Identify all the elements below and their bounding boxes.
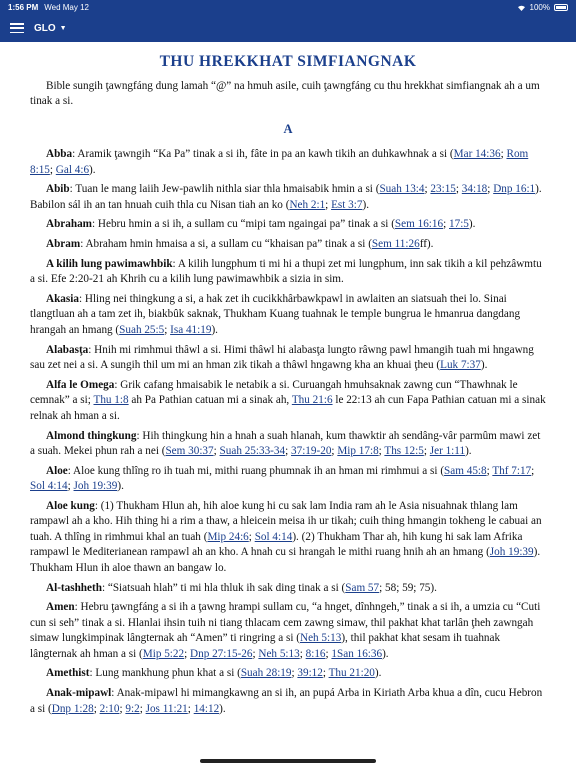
scripture-reference-link[interactable]: 2:10 <box>99 702 120 715</box>
scripture-reference-link[interactable]: Neh 5:13 <box>258 647 300 660</box>
entry-term: Akasia <box>46 292 79 305</box>
scripture-reference-link[interactable]: 1San 16:36 <box>331 647 383 660</box>
scripture-reference-link[interactable]: Suah 25:33-34 <box>219 445 286 457</box>
status-date: Wed May 12 <box>44 2 89 12</box>
entry-term: Aloe kung <box>46 499 95 512</box>
scripture-reference-link[interactable]: Sem 30:37 <box>165 445 214 457</box>
scripture-reference-link[interactable]: Sem 11:26 <box>371 238 420 251</box>
scripture-reference-link[interactable]: Thf 7:17 <box>492 464 532 477</box>
section-letter: A <box>283 121 293 136</box>
scripture-reference-link[interactable]: Thu 21:6 <box>291 394 333 407</box>
glossary-entry: Anak-mipawl: Anak-mipawl hi mimangkawng an si ih, an pupá Arba in Kiriath Arba khua a dîn, cucu Hebron a si (Dnp 1:28; 2:10; 9:2; Jos 11:21; 14:12). <box>30 687 543 715</box>
glossary-entry: Amethist: Lung mankhung phun khat a si (Suah 28:19; 39:12; Thu 21:20). <box>46 667 382 680</box>
scripture-reference-link[interactable]: Thu 1:8 <box>93 394 129 407</box>
glossary-entry: Alfa le Omega: Grik cafang hmaisabik le netabik a si. Curuangah hmuhsaknak zawng cun “Thawhnak le cemnak” a si; Thu 1:8 ah Pa Pathian catuan mi a sinak ah, Thu 21:6 le 22:13 ah cun Fapa Pathian catuan mi a sinak relnak ah hman a si. <box>30 378 546 422</box>
scripture-reference-link[interactable]: 8:16 <box>305 647 326 660</box>
status-bar <box>0 0 576 14</box>
home-indicator[interactable] <box>200 759 376 763</box>
scripture-reference-link[interactable]: Jer 1:11 <box>429 445 466 457</box>
glossary-entry: Abba: Aramik ţawngih “Ka Pa” tinak a si ih, fâte in pa an kawh tikih an duhkawhnak a si (Mar 14:36; Rom 8:15; Gal 4:6). <box>30 148 529 176</box>
scripture-reference-link[interactable]: Rom 8:15 <box>30 148 529 176</box>
glossary-entry: Abib: Tuan le mang laiih Jew-pawlih nithla siar thla hmaisabik hmin a si (Suah 13:4; 23:15; 34:18; Dnp 16:1). Babilon sál ih an tan hnuah cuih thla cu Nisan tiah an ko (Neh 2:1; Est 3:7). <box>30 183 542 211</box>
glossary-entry: Alabasţa: Hnih mi rimhmui thâwl a si. Himi thâwl hi alabasţa lungto râwng pawl hmangih tuah mi hngawng sau zet nei a si. A sungih thil um mi an hman zik tikah a thâwl hngawng kha an khuai ţheu (Luk 7:37). <box>30 343 534 372</box>
scripture-reference-link[interactable]: Est 3:7 <box>331 198 363 211</box>
glossary-entry: Abraham: Hebru hmin a si ih, a sullam cu “mipi tam ngaingai pa” tinak a si (Sem 16:16; 17:5). <box>46 218 476 231</box>
version-selector[interactable] <box>34 23 67 34</box>
glossary-entry: Amen: Hebru ţawngfáng a si ih a ţawng hrampi sullam cu, “a hnget, dînhngeh,” tinak a si ih, a umzia cu “Cuti cun si seh” tinak a si. Hlanlai ihsin tuih ni tiang thlacam cem zawng simaw, thil pakhat khat tarlân ţheh zawngah simaw lungkimpinak lângternak ah “Amen” ti ringring a si (Neh 5:13), thil pakhat khat sesam ih tuahnak lângternak ah hman a si (Mip 5:22; Dnp 27:15-26; Neh 5:13; 8:16; 1San 16:36). <box>30 601 541 660</box>
scripture-reference-link[interactable]: Sem 16:16 <box>394 218 444 231</box>
entry-term: Amethist <box>46 667 90 680</box>
scripture-reference-link[interactable]: Ths 12:5 <box>384 445 424 457</box>
glossary-entry: Akasia: Hling nei thingkung a si, a hak zet ih cucikkhârbawkpawl in awlaiten an siatsuah thei lo. Sinai tlangtluan ah a tam zet ih, biakbûk saknak, Thukham Kuang tuahnak le temple bungrua le hmanrua dangdang hrangah an hmang (Suah 25:5; Isa 41:19). <box>30 292 521 336</box>
glossary-entry: Aloe: Aloe kung thlîng ro ih tuah mi, mithi ruang phumnak ih an hman mi rimhmui a si (Sam 45:8; Thf 7:17; Sol 4:14; Joh 19:39). <box>30 464 535 493</box>
scripture-reference-link[interactable]: Dnp 1:28 <box>51 702 94 715</box>
scripture-reference-link[interactable]: 14:12 <box>193 702 220 715</box>
scripture-reference-link[interactable]: 37:19-20 <box>291 445 332 457</box>
entry-term: Aloe <box>46 464 68 477</box>
entry-term: Anak-mipawl <box>46 687 112 700</box>
scripture-reference-link[interactable]: Joh 19:39 <box>73 480 118 493</box>
caret-down-icon: ▼ <box>59 24 67 32</box>
battery-icon <box>554 4 568 11</box>
scripture-reference-link[interactable]: Suah 28:19 <box>240 667 292 680</box>
scripture-reference-link[interactable]: Luk 7:37 <box>440 359 481 372</box>
scripture-reference-link[interactable]: 9:2 <box>125 702 140 715</box>
entry-term: Amen <box>46 601 75 614</box>
glossary-entry: Almond thingkung: Hih thingkung hin a hnah a suah hlanah, kum thawktir ah sendâng-vâr parmûm mawi zet a suah. Mekei phun rah a nei (Sem 30:37; Suah 25:33-34; 37:19-20; Mip 17:8; Ths 12:5; Jer 1:11). <box>30 429 541 457</box>
glossary-entry: Abram: Abraham hmin hmaisa a si, a sullam cu “khaisan pa” tinak a si (Sem 11:26ff). <box>46 238 434 251</box>
nav-bar <box>0 14 576 42</box>
hamburger-menu-icon[interactable] <box>10 23 24 33</box>
scripture-reference-link[interactable]: Mip 5:22 <box>142 647 185 660</box>
scripture-reference-link[interactable]: 39:12 <box>297 667 323 680</box>
entry-term: A kilih lung pawimawhbik <box>46 257 173 270</box>
glossary-entry: Aloe kung: (1) Thukham Hlun ah, hih aloe kung hi cu sak lam India ram ah le Asia nisuahnak thlang lam rampawl ah a kho. Hih thing hi a rim a thaw, a hleicein meisa ih ur tikah; cuih thing hmangin tokheng le cabuai an tuah. A thlîng in rimhmui khal an tuah (Mip 24:6; Sol 4:14). (2) Thukham Thar ah, hih kung hi sak lam Afrika rampawl le Mediterianean rampawl ah an kho. A hnah cu si hrangah le mithi ruang hnih ah an hmang (Joh 19:39). Thukham Hlun ih aloe thawn an bangaw lo. <box>30 499 542 574</box>
scripture-reference-link[interactable]: Sam 57 <box>345 581 380 594</box>
scripture-reference-link[interactable]: Sol 4:14 <box>254 530 293 543</box>
entry-term: Abib <box>46 183 70 196</box>
status-right <box>517 3 568 12</box>
scripture-reference-link[interactable]: Sol 4:14 <box>30 480 68 493</box>
entry-term: Almond thingkung <box>46 429 137 442</box>
glossary-entry: A kilih lung pawimawhbik: A kilih lungphum ti mi hi a thupi zet mi lungphum, inn sak tikih a kil pehzâwmtu a si. Efe 2:20-21 ah Khrih cu a kilih lung pawimawhbik a sizia in sim. <box>30 257 542 286</box>
scripture-reference-link[interactable]: 23:15 <box>430 183 456 196</box>
scripture-reference-link[interactable]: 17:5 <box>449 218 469 231</box>
version-label: GLO <box>34 22 56 34</box>
status-time: 1:56 PM <box>8 2 39 12</box>
scripture-reference-link[interactable]: Mar 14:36 <box>453 148 501 160</box>
scripture-reference-link[interactable]: Dnp 27:15-26 <box>190 647 253 660</box>
entry-term: Alabasţa <box>46 343 89 356</box>
scripture-reference-link[interactable]: Gal 4:6 <box>55 163 90 176</box>
scripture-reference-link[interactable]: Dnp 16:1 <box>493 183 536 196</box>
scripture-reference-link[interactable]: Thu 21:20 <box>328 667 375 680</box>
scripture-reference-link[interactable]: Isa 41:19 <box>170 323 212 336</box>
scripture-reference-link[interactable]: Sam 45:8 <box>444 464 487 477</box>
intro-paragraph: Bible sungih ţawngfáng dung lamah “@” na hmuh asile, cuih ţawngfáng cu thu hrekkhat simfiangnak ah a um tinak a si. <box>30 79 540 107</box>
scripture-reference-link[interactable]: Mip 17:8 <box>337 445 379 457</box>
wifi-icon <box>517 4 526 11</box>
scripture-reference-link[interactable]: Neh 2:1 <box>289 198 326 211</box>
scripture-reference-link[interactable]: Suah 25:5 <box>119 323 165 336</box>
scripture-reference-link[interactable]: Joh 19:39 <box>489 546 534 559</box>
scripture-reference-link[interactable]: 34:18 <box>461 183 488 196</box>
entry-term: Abram <box>46 238 81 251</box>
battery-percent: 100% <box>529 2 550 12</box>
entry-term: Abba <box>46 148 73 160</box>
entry-term: Alfa le Omega <box>46 378 115 391</box>
scripture-reference-link[interactable]: Jos 11:21 <box>145 702 188 715</box>
scripture-reference-link[interactable]: Neh 5:13 <box>300 632 342 645</box>
entry-term: Abraham <box>46 218 92 231</box>
entry-term: Al-tashheth <box>46 581 102 594</box>
scripture-reference-link[interactable]: Mip 24:6 <box>207 530 249 543</box>
glossary-content[interactable] <box>30 42 546 758</box>
glossary-entries <box>30 147 546 717</box>
scripture-reference-link[interactable]: Suah 13:4 <box>379 183 425 196</box>
glossary-entry: Al-tashheth: “Siatsuah hlah” ti mi hla thluk ih sak ding tinak a si (Sam 57; 58; 59; 75). <box>46 581 437 594</box>
page-title: THU HREKKHAT SIMFIANGNAK <box>159 53 417 70</box>
